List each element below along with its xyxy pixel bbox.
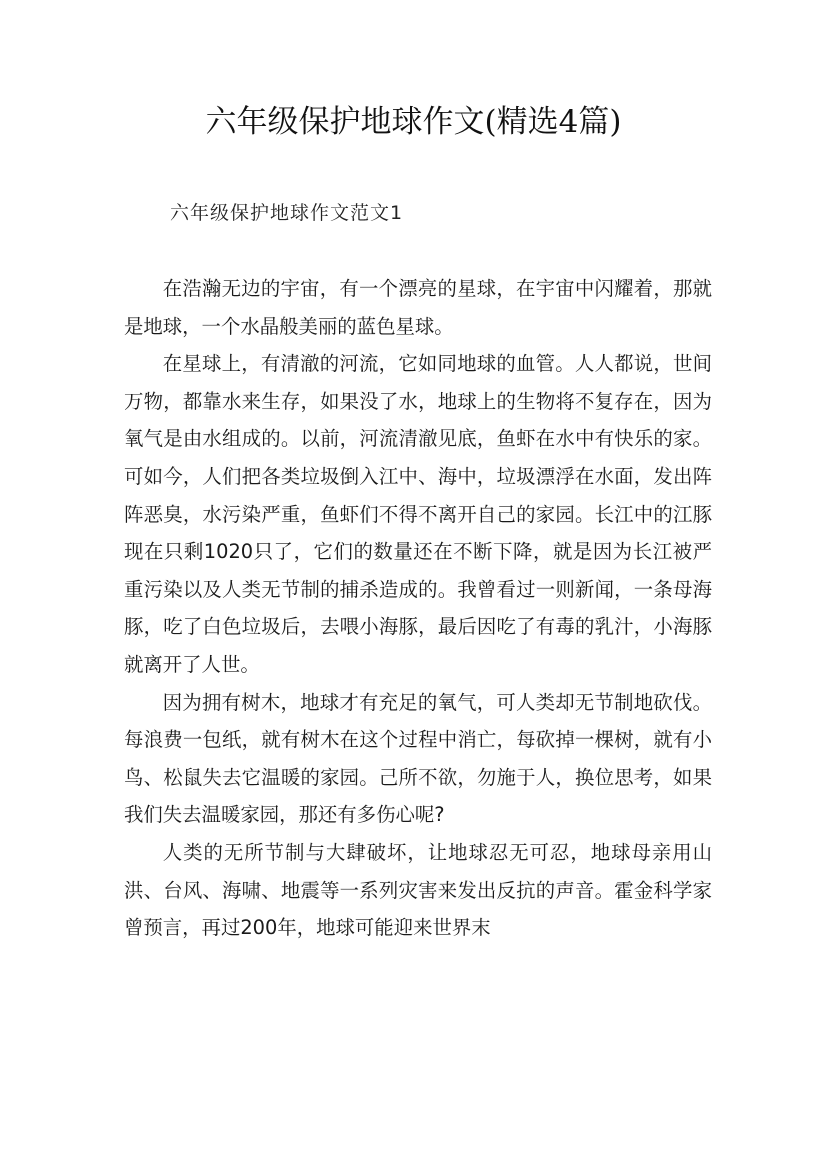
paragraph-3: 因为拥有树木，地球才有充足的氧气，可人类却无节制地砍伐。每浪费一包纸，就有树木在这个过程中消亡，每砍掉一棵树，就有小鸟、松鼠失去它温暖的家园。己所不欲，勿施于人，换位思考，如果我们失去温暖家园，那还有多伤心呢? xyxy=(124,690,712,827)
paragraph-4: 人类的无所节制与大肆破坏，让地球忍无可忍，地球母亲用山洪、台风、海啸、地震等一系列灾害来发出反抗的声音。霍金科学家曾预言，再过200年，地球可能迎来世界末 xyxy=(124,840,712,940)
section-heading: 六年级保护地球作文范文1 xyxy=(170,202,404,224)
document-title: 六年级保护地球作文(精选4篇) xyxy=(205,104,622,140)
document-body xyxy=(124,270,712,947)
paragraph-1: 在浩瀚无边的宇宙，有一个漂亮的星球，在宇宙中闪耀着，那就是地球，一个水晶般美丽的蓝色星球。 xyxy=(124,277,712,338)
paragraph-2: 在星球上，有清澈的河流，它如同地球的血管。人人都说，世间万物，都靠水来生存，如果没了水，地球上的生物将不复存在，因为氧气是由水组成的。以前，河流清澈见底，鱼虾在水中有快乐的家。可如今，人们把各类垃圾倒入江中、海中，垃圾漂浮在水面，发出阵阵恶臭，水污染严重，鱼虾们不得不离开自己的家园。长江中的江豚现在只剩1020只了，它们的数量还在不断下降，就是因为长江被严重污染以及人类无节制的捕杀造成的。我曾看过一则新闻，一条母海豚，吃了白色垃圾后，去喂小海豚，最后因吃了有毒的乳汁，小海豚就离开了人世。 xyxy=(124,352,712,676)
